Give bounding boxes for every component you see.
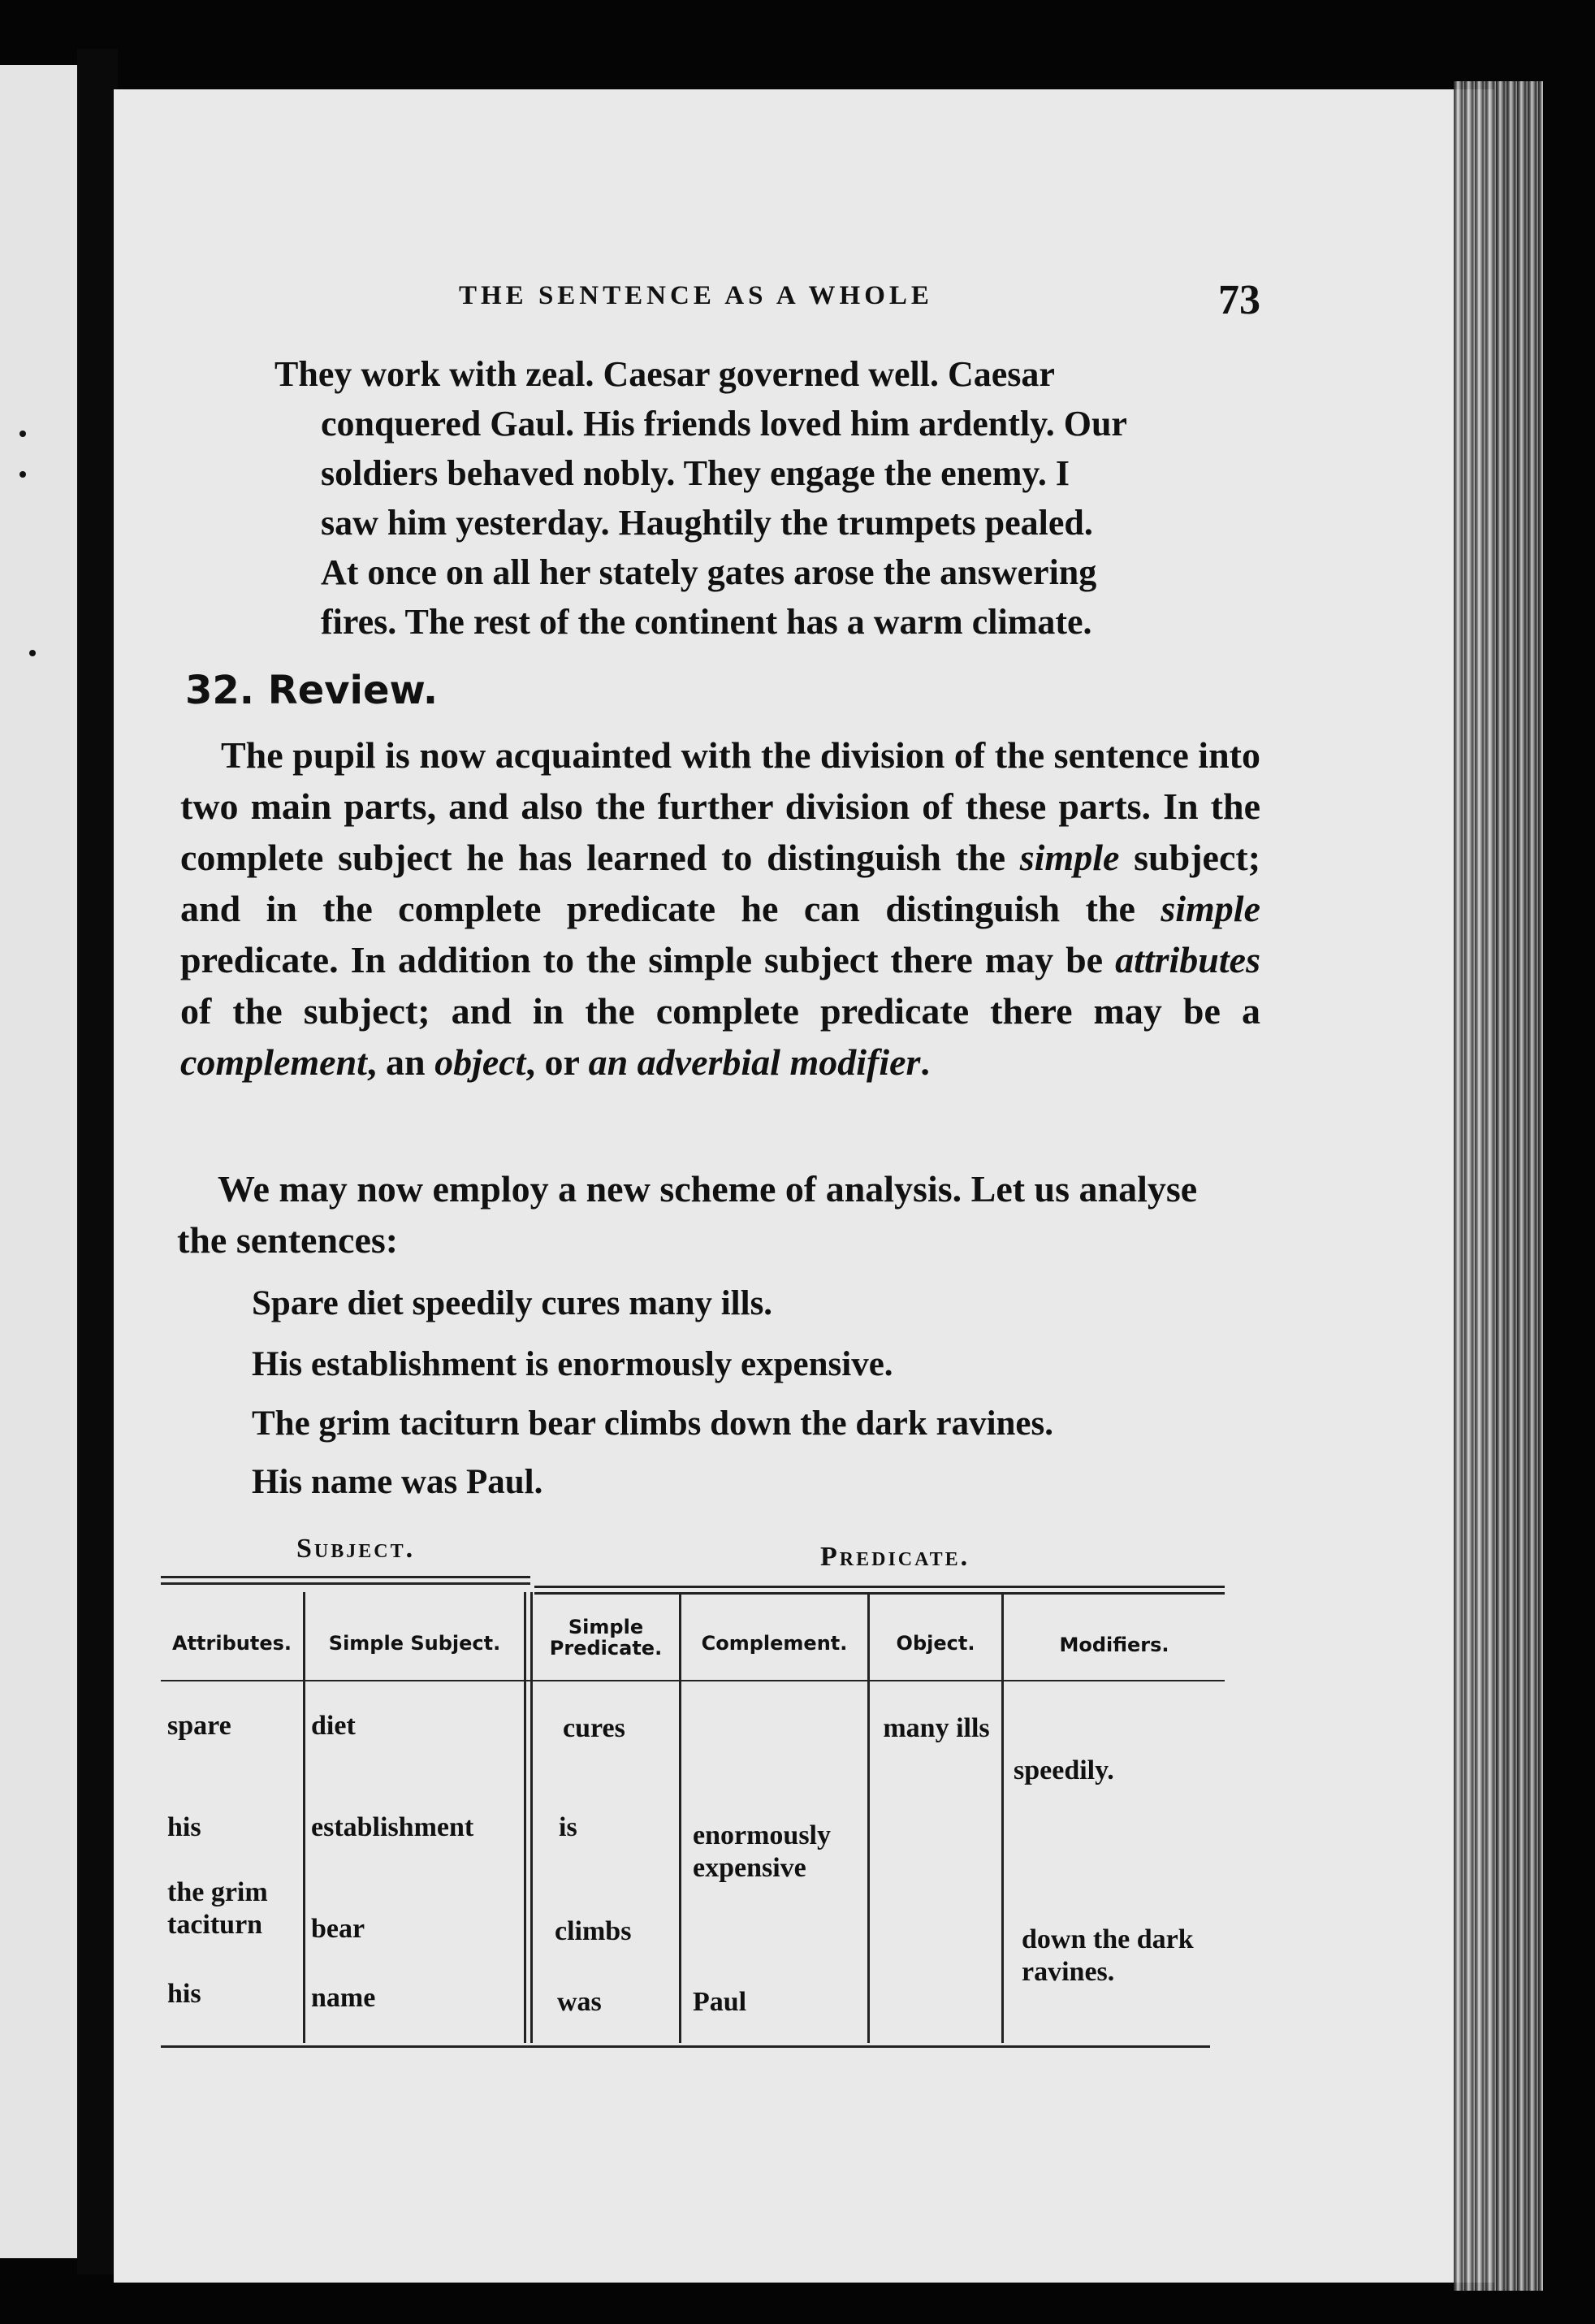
page-stack-edges xyxy=(1454,81,1543,2291)
emphasis: an adverbial modifier xyxy=(588,1041,921,1083)
analysis-sentence: His establishment is enormously expensive. xyxy=(252,1345,893,1383)
page-number: 73 xyxy=(1218,277,1260,323)
margin-mark xyxy=(19,431,26,437)
col-header-modifiers: Modifiers. xyxy=(1059,1634,1169,1656)
table-rule xyxy=(534,1586,1225,1588)
analysis-sentence: The grim taciturn bear climbs down the dark ravines. xyxy=(252,1404,1054,1443)
paragraph-text: . xyxy=(920,1041,930,1083)
paragraph-text: predicate. In addition to the simple subject there may be xyxy=(180,939,1116,980)
emphasis: object xyxy=(434,1041,526,1083)
cell-attributes: his xyxy=(167,1979,201,2009)
example-line: They work with zeal. Caesar governed well. Caesar xyxy=(274,354,1055,394)
margin-mark xyxy=(29,650,36,656)
cell-attributes: his xyxy=(167,1812,201,1842)
column-rule xyxy=(303,1592,305,2043)
table-rule xyxy=(161,1576,530,1578)
analysis-table xyxy=(161,1576,1225,2063)
column-rule xyxy=(524,1592,526,2043)
predicate-group-label: Predicate. xyxy=(820,1542,970,1572)
scheme-paragraph: We may now employ a new scheme of analysis. Let us analyse the sentences: xyxy=(177,1168,1198,1261)
cell-object: many ills xyxy=(883,1713,990,1743)
col-header-attributes: Attributes. xyxy=(172,1632,292,1655)
running-title: THE SENTENCE AS A WHOLE xyxy=(459,281,933,310)
analysis-sentence: His name was Paul. xyxy=(252,1463,543,1501)
cell-complement: Paul xyxy=(693,1987,747,2017)
example-line: At once on all her stately gates arose the answering xyxy=(321,552,1097,592)
col-header-object: Object. xyxy=(896,1632,975,1655)
running-head xyxy=(0,276,1595,333)
col-header-simple-subject: Simple Subject. xyxy=(328,1632,501,1655)
column-rule xyxy=(679,1592,681,2043)
cell-simple-predicate: was xyxy=(557,1987,602,2017)
example-line: saw him yesterday. Haughtily the trumpets pealed. xyxy=(321,503,1093,543)
cell-attributes: the grim taciturn xyxy=(167,1877,268,1940)
example-line: conquered Gaul. His friends loved him ardently. Our xyxy=(321,404,1127,444)
example-line: fires. The rest of the continent has a warm climate. xyxy=(321,602,1092,642)
emphasis: attributes xyxy=(1115,939,1260,980)
subject-group-label: Subject. xyxy=(296,1534,416,1564)
cell-simple-predicate: cures xyxy=(563,1713,625,1743)
table-rule xyxy=(161,1582,530,1585)
header-rule xyxy=(161,1680,1225,1681)
example-line: soldiers behaved nobly. They engage the enemy. I xyxy=(321,453,1070,493)
cell-simple-subject: bear xyxy=(311,1914,365,1944)
cell-simple-predicate: is xyxy=(559,1812,577,1842)
paragraph-text: of the subject; and in the complete predicate there may be a xyxy=(180,990,1260,1032)
cell-attributes: spare xyxy=(167,1711,231,1741)
paragraph-text: subject; and in the complete predicate he can distinguish the xyxy=(180,837,1261,929)
facing-page-edge xyxy=(0,65,77,2258)
table-rule xyxy=(534,1592,1225,1595)
cell-simple-subject: diet xyxy=(311,1711,356,1741)
col-header-simple-predicate: Simple Predicate. xyxy=(549,1616,663,1660)
examples-block xyxy=(276,349,1267,647)
column-rule xyxy=(530,1592,533,2043)
column-rule xyxy=(867,1592,870,2043)
cell-simple-subject: name xyxy=(311,1983,376,2013)
cell-simple-subject: establishment xyxy=(311,1812,474,1842)
paragraph-text: , an xyxy=(366,1041,435,1083)
review-paragraph xyxy=(180,729,1260,1088)
emphasis: complement xyxy=(180,1041,367,1083)
analysis-sentence: Spare diet speedily cures many ills. xyxy=(252,1284,773,1322)
emphasis: simple xyxy=(1161,888,1260,929)
column-rule xyxy=(1001,1592,1004,2043)
table-bottom-rule xyxy=(161,2045,1210,2048)
margin-mark xyxy=(19,471,26,478)
emphasis: simple xyxy=(1019,837,1120,878)
paragraph-text: , or xyxy=(525,1041,589,1083)
col-header-complement: Complement. xyxy=(701,1632,848,1655)
gutter-shadow xyxy=(77,49,118,2274)
cell-modifiers: down the dark ravines. xyxy=(1022,1924,1194,1987)
paragraph-text: The pupil is now acquainted with the division of the sentence into two main parts, and also the further division of these parts. In the complete subject he has learned to distinguish the xyxy=(180,734,1260,878)
section-heading: 32. Review. xyxy=(185,668,439,713)
cell-modifiers: speedily. xyxy=(1014,1755,1114,1785)
cell-complement: enormously expensive xyxy=(693,1820,831,1883)
cell-simple-predicate: climbs xyxy=(555,1916,632,1946)
